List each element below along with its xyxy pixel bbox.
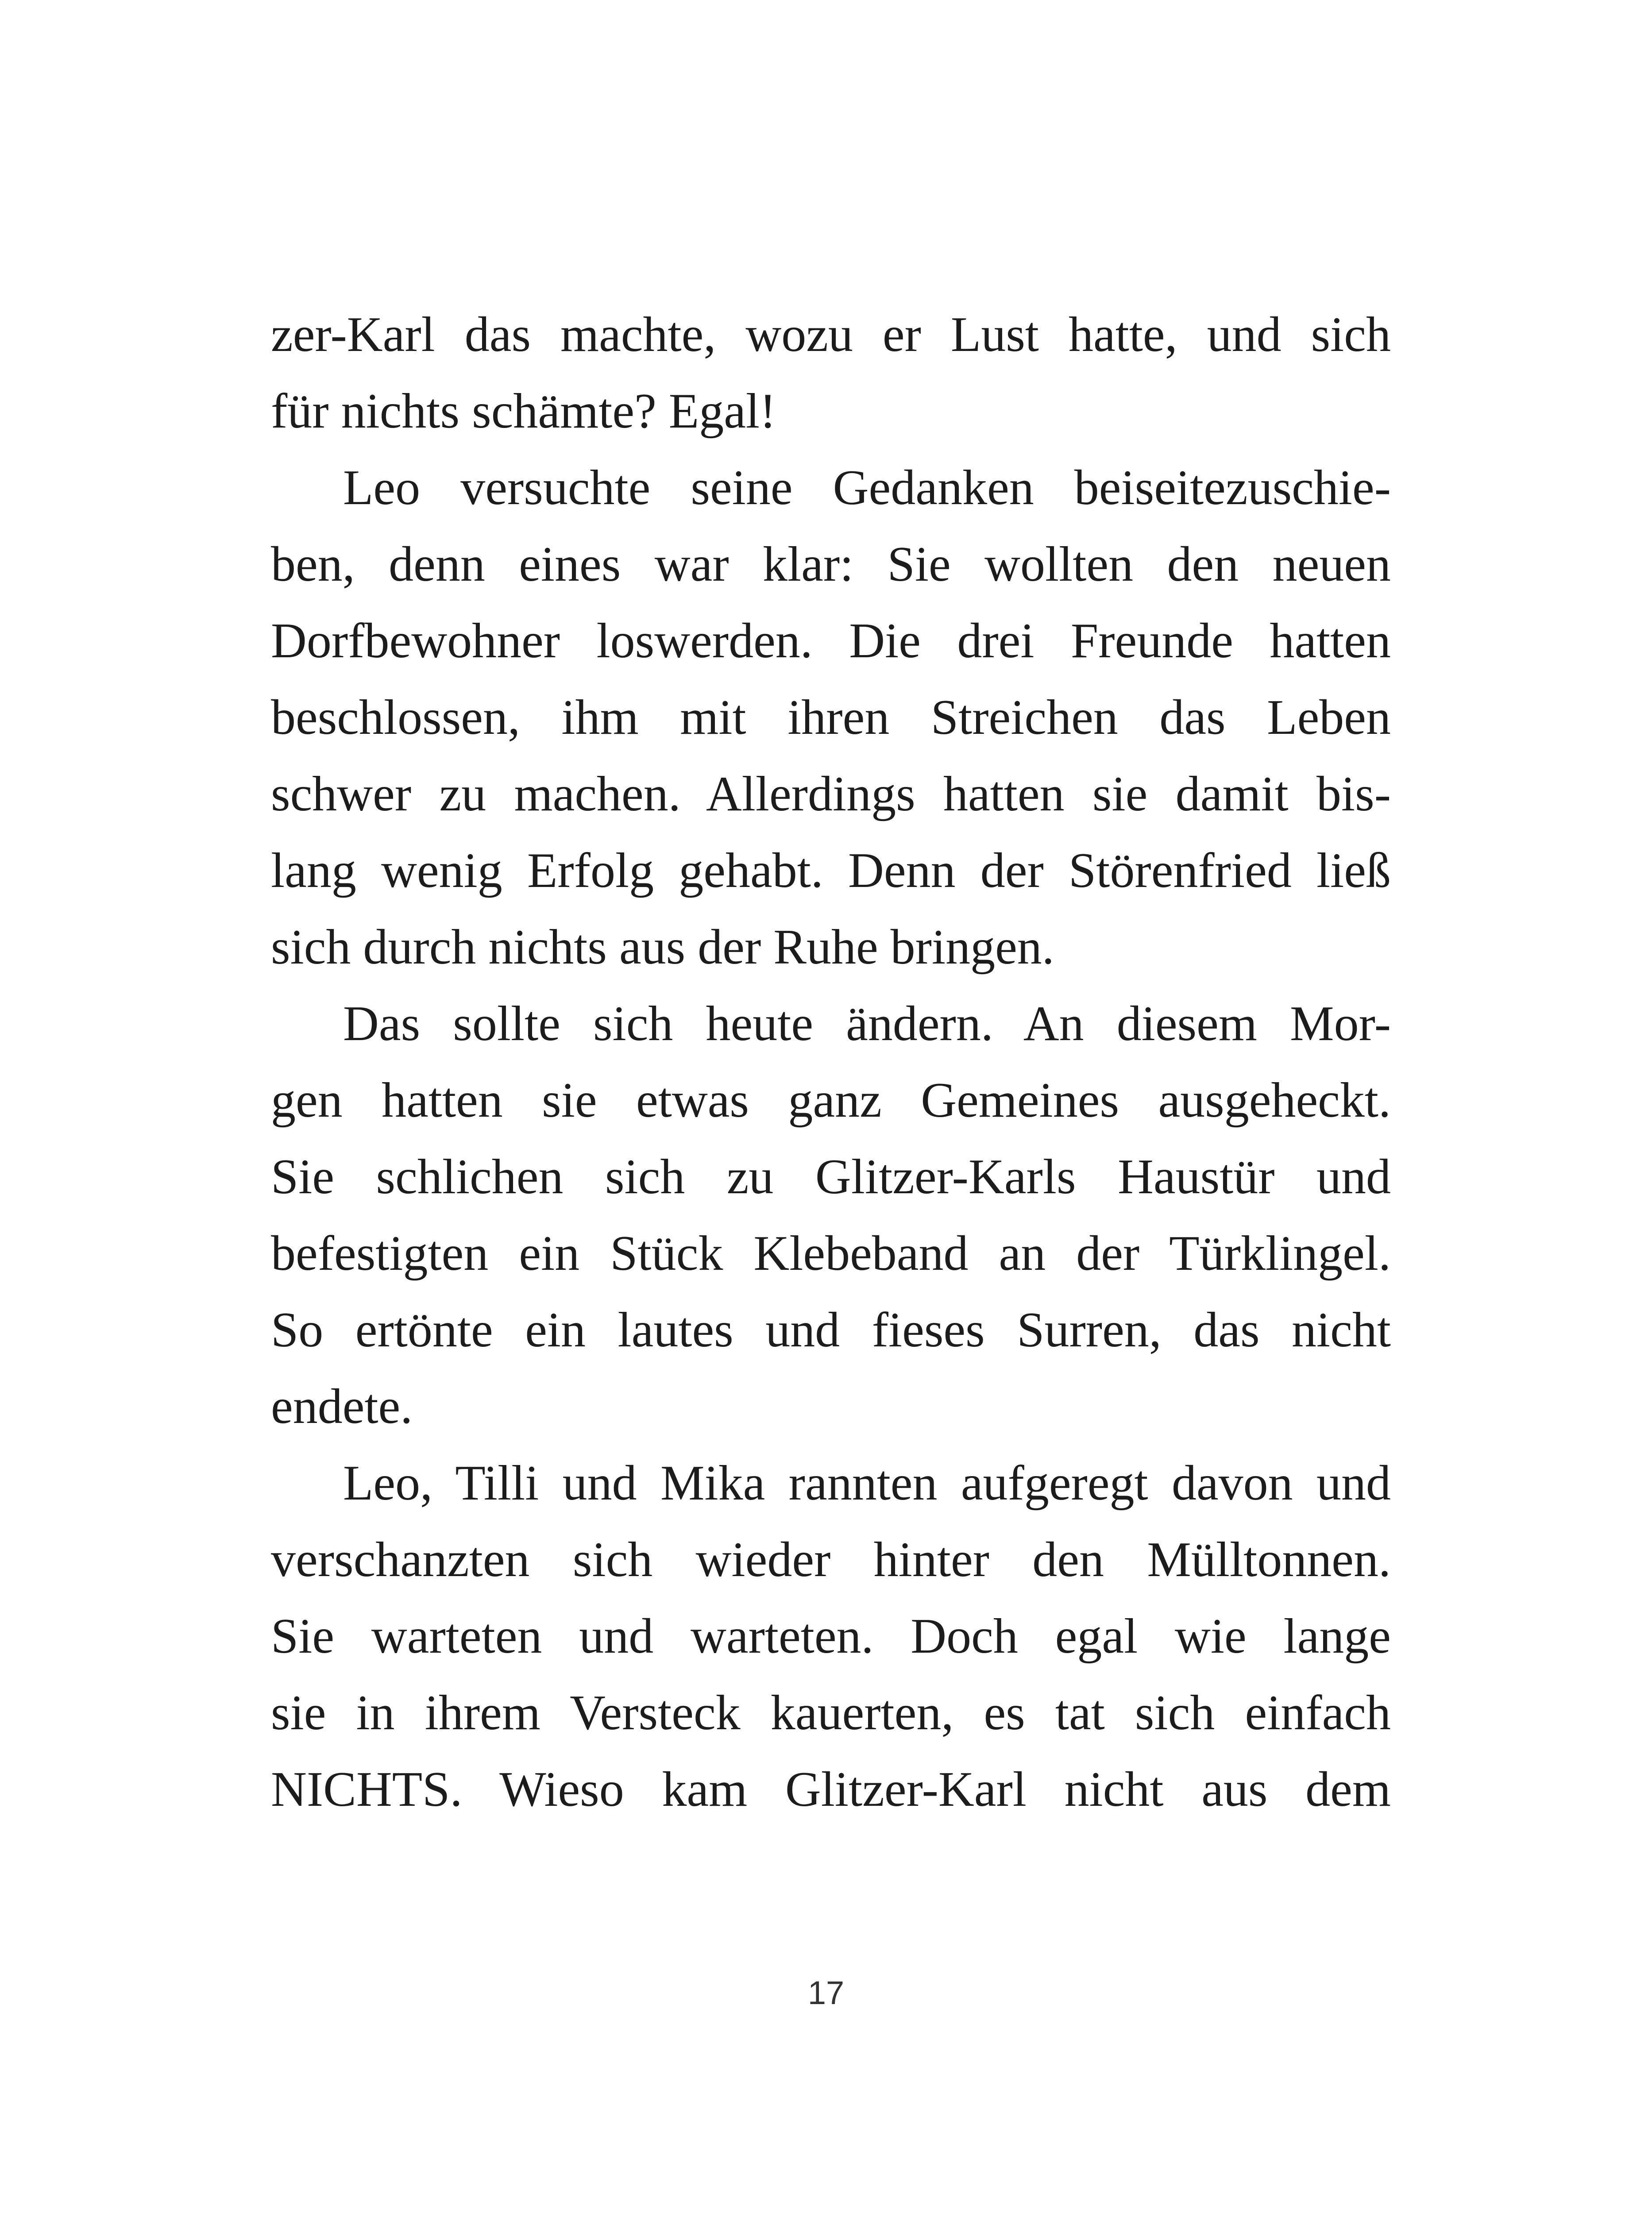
text-line: sich durch nichts aus der Ruhe bringen. (271, 920, 1054, 975)
text-line: sie in ihrem Versteck kauerten, es tat sich einfach (271, 1685, 1391, 1740)
text-line: verschanzten sich wieder hinter den Mülltonnen. (271, 1532, 1391, 1587)
text-line: befestigten ein Stück Klebeband an der Türklingel. (271, 1226, 1391, 1281)
page-number: 17 (807, 1974, 845, 2011)
text-line: lang wenig Erfolg gehabt. Denn der Störenfried ließ (271, 843, 1391, 898)
text-line: Sie schlichen sich zu Glitzer-Karls Haustür und (271, 1149, 1391, 1204)
text-line: endete. (271, 1379, 413, 1434)
body-text (271, 297, 1391, 1828)
text-line: So ertönte ein lautes und fieses Surren, das nicht (271, 1303, 1391, 1357)
text-line: Sie warteten und warteten. Doch egal wie lange (271, 1609, 1391, 1664)
text-line: gen hatten sie etwas ganz Gemeines ausgeheckt. (271, 1073, 1391, 1128)
text-line: zer-Karl das machte, wozu er Lust hatte, und sich (271, 307, 1391, 362)
text-line: für nichts schämte? Egal! (271, 384, 776, 439)
text-line: ben, denn eines war klar: Sie wollten den neuen (271, 537, 1391, 592)
text-line: schwer zu machen. Allerdings hatten sie damit bis- (271, 767, 1391, 821)
text-line: Leo, Tilli und Mika rannten aufgeregt davon und (343, 1456, 1391, 1511)
text-line: Das sollte sich heute ändern. An diesem Mor- (343, 996, 1391, 1051)
text-line: NICHTS. Wieso kam Glitzer-Karl nicht aus dem (271, 1762, 1391, 1817)
text-line: beschlossen, ihm mit ihren Streichen das Leben (271, 690, 1391, 745)
text-line: Leo versuchte seine Gedanken beiseitezuschie- (343, 460, 1391, 515)
text-line: Dorfbewohner loswerden. Die drei Freunde hatten (271, 613, 1391, 668)
